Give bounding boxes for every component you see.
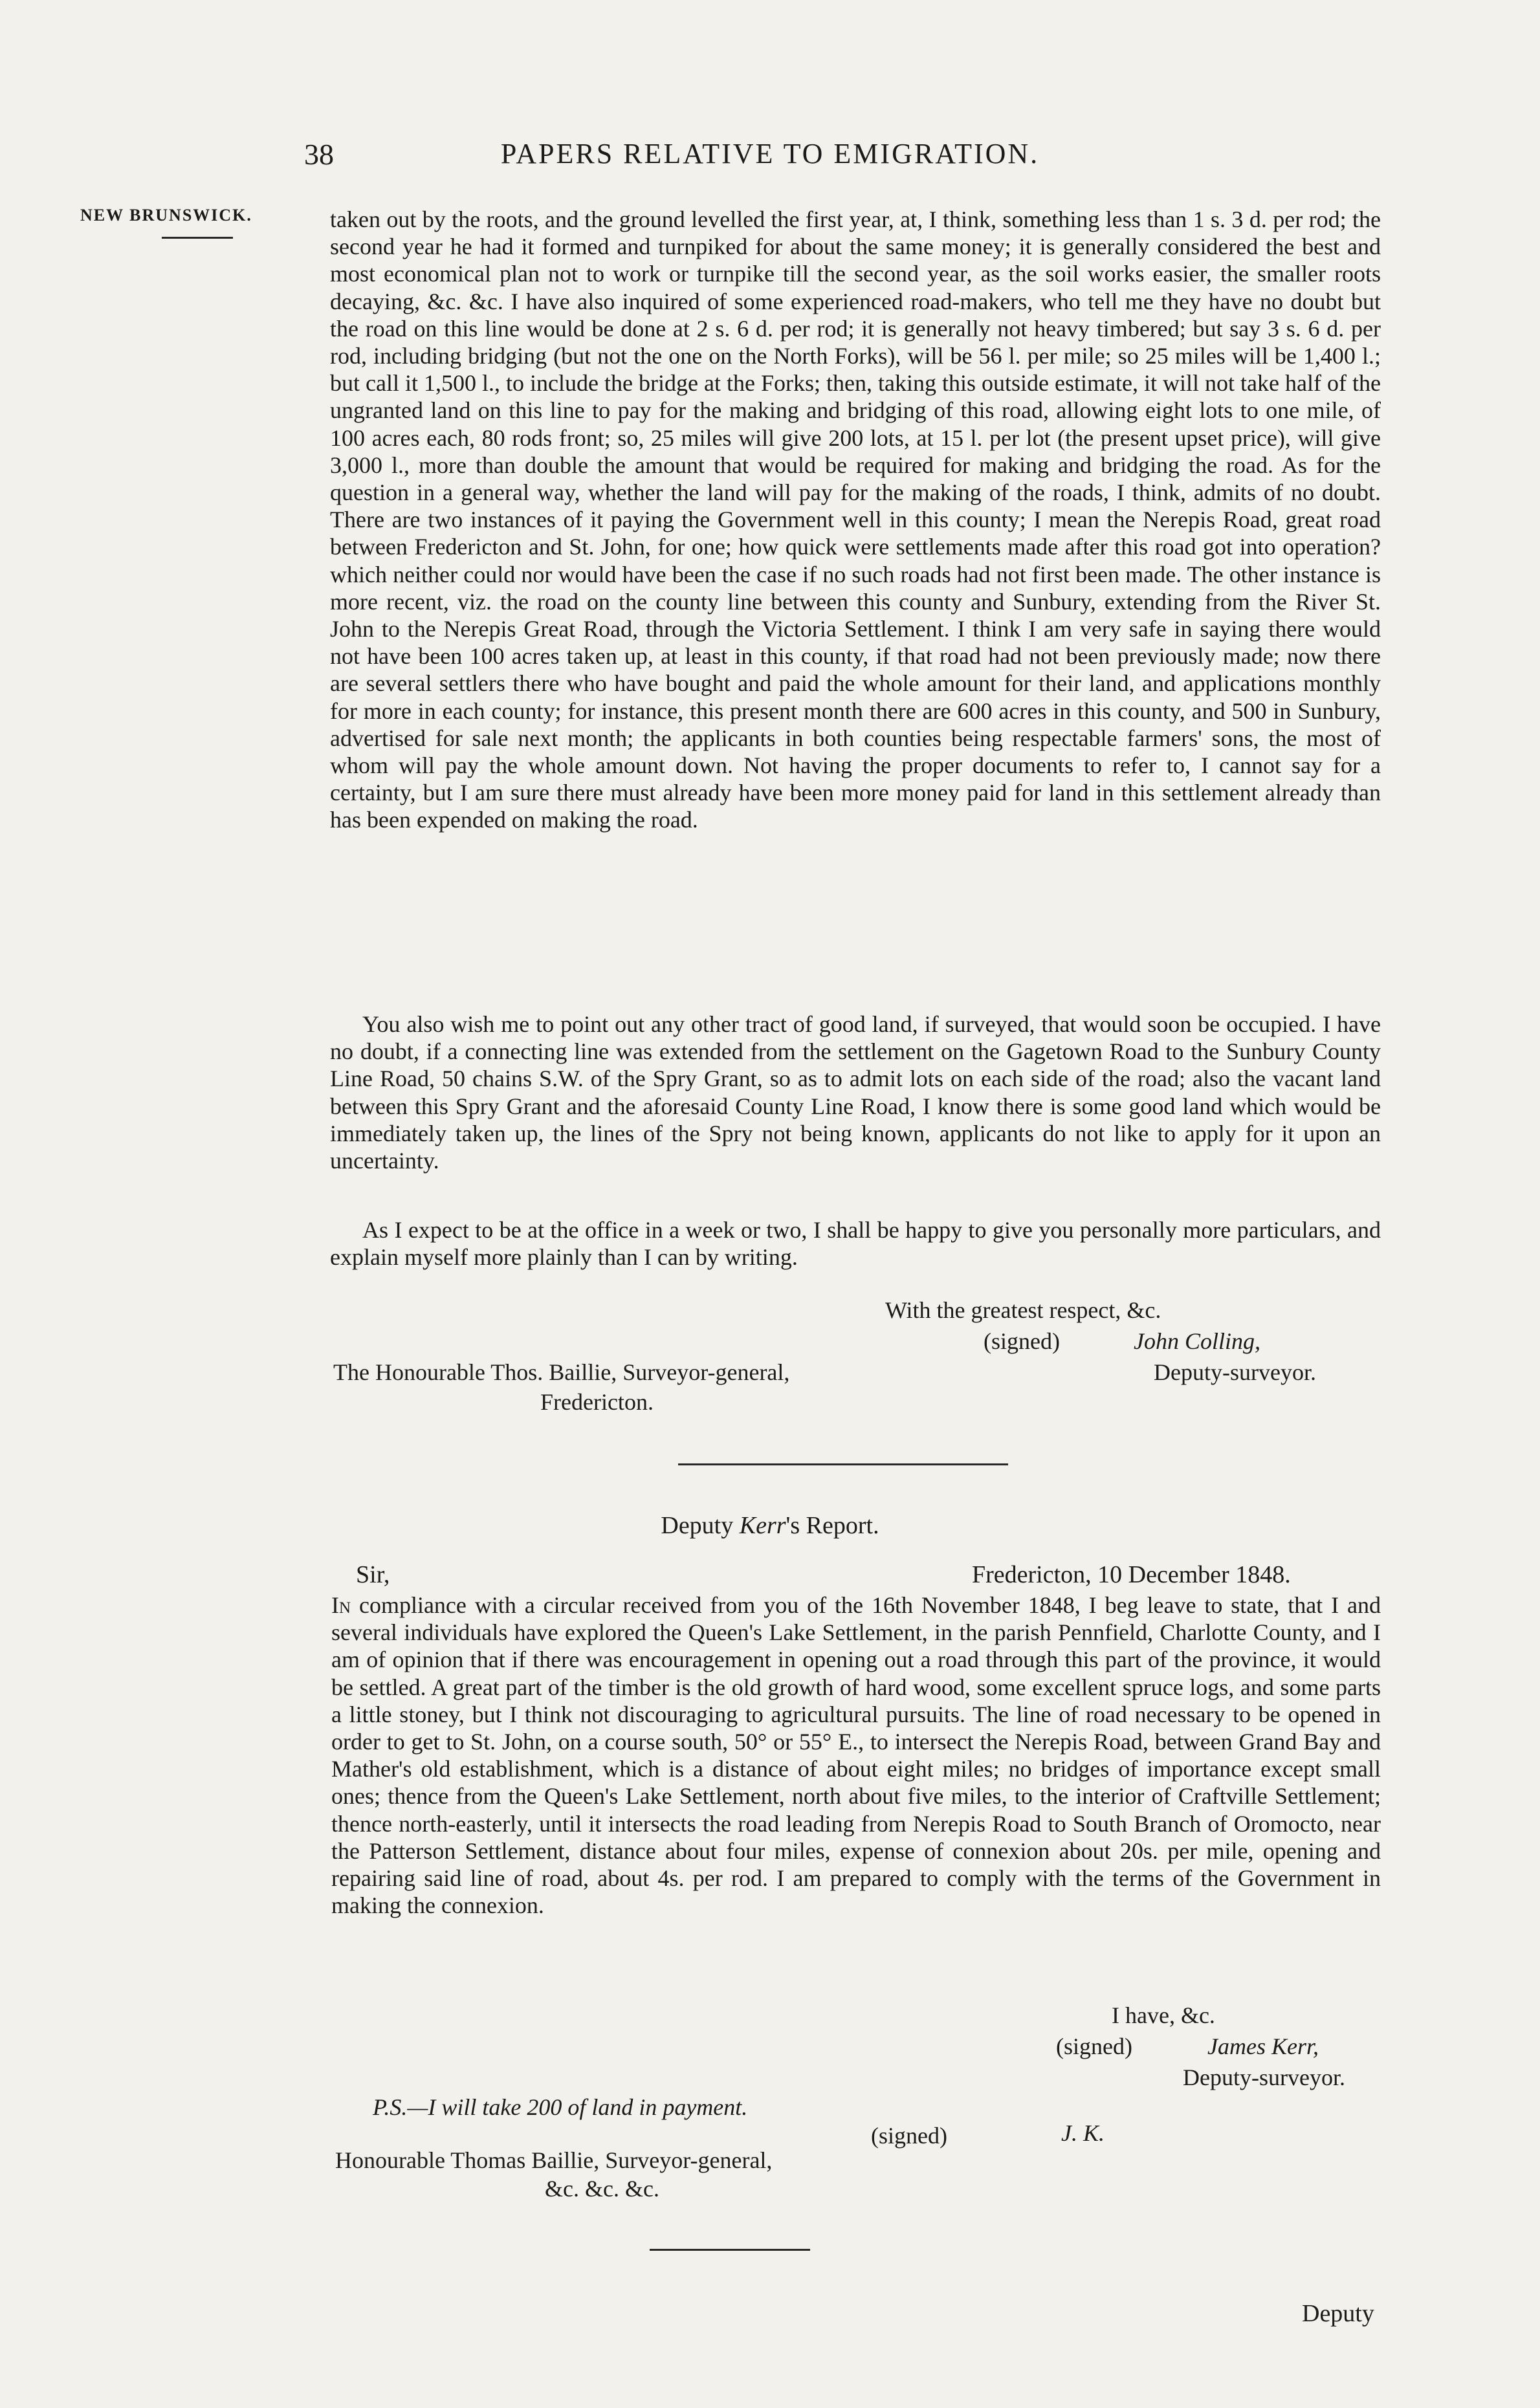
letter-paragraph-3: As I expect to be at the office in a week or two, I shall be happy to give you personally more particulars, and explain myself more plainly than I can by writing. (330, 1217, 1381, 1271)
margin-province-label: NEW BRUNSWICK. (80, 206, 252, 224)
report-postscript: P.S.—I will take 200 of land in payment. (373, 2094, 748, 2120)
report-salutation: Sir, (356, 1561, 390, 1588)
letter-signer-title: Deputy-surveyor. (1154, 1359, 1316, 1385)
report-closing: I have, &c. (1112, 2002, 1215, 2028)
report-title-name: Kerr (739, 1512, 786, 1539)
report-signer-name: James Kerr, (1207, 2033, 1319, 2059)
report-title (0, 1511, 1540, 1540)
report-ps-initials: J. K. (1061, 2120, 1105, 2146)
report-addressee-line2: &c. &c. &c. (545, 2176, 659, 2202)
margin-rule (162, 237, 233, 239)
page-number: 38 (304, 138, 334, 171)
page-header (0, 137, 1540, 176)
report-signed-mark: (signed) (1056, 2033, 1132, 2059)
section-divider (678, 1463, 1008, 1465)
report-title-suffix: 's Report. (786, 1512, 879, 1539)
report-body-text: compliance with a circular received from you of the 16th November 1848, I beg leave to state, that I and several individuals have explored the Queen's Lake Settlement, in the parish Pennfield, Charlotte County, and I am of opinion that if there was encouragement in opening out a road through this part of the province, it would be settled. A great part of the timber is the old growth of hard wood, some excellent spruce logs, and some parts a little stoney, but I think not discouraging to agricultural pursuits. The line of road necessary to be opened in order to get to St. John, on a course south, 50° or 55° E., to intersect the Nerepis Road, between Grand Bay and Mather's old establishment, which is a distance of about eight miles; no bridges of importance except small ones; thence from the Queen's Lake Settlement, north about five miles, to the interior of Craftville Settlement; thence north-easterly, until it intersects the road leading from Nerepis Road to South Branch of Oromocto, near the Patterson Settlement, distance about four miles, expense of connexion about 20s. per mile, opening and repairing said line of road, about 4s. per rod. I am prepared to comply with the terms of the Government in making the connexion. (331, 1592, 1381, 1919)
report-ps-signed-mark: (signed) (871, 2123, 947, 2149)
letter-addressee-line2: Fredericton. (540, 1389, 654, 1415)
report-addressee-line1: Honourable Thomas Baillie, Surveyor-general, (335, 2147, 773, 2173)
letter-signed-mark: (signed) (984, 1328, 1060, 1354)
closing-divider (650, 2249, 810, 2251)
report-signer-title: Deputy-surveyor. (1183, 2064, 1345, 2090)
report-title-prefix: Deputy (661, 1512, 740, 1539)
letter-addressee-line1: The Honourable Thos. Baillie, Surveyor-general, (333, 1359, 790, 1385)
letter-signer-name: John Colling, (1134, 1328, 1260, 1354)
report-dateline: Fredericton, 10 December 1848. (972, 1561, 1291, 1588)
running-title: PAPERS RELATIVE TO EMIGRATION. (500, 138, 1040, 170)
letter-closing: With the greatest respect, &c. (885, 1297, 1161, 1323)
letter-paragraph-2: You also wish me to point out any other tract of good land, if surveyed, that would soon be occupied. I have no doubt, if a connecting line was extended from the settlement on the Gagetown Road to the Sunbury County Line Road, 50 chains S.W. of the Spry Grant, so as to admit lots on each side of the road; also the vacant land between this Spry Grant and the aforesaid County Line Road, I know there is some good land which would be immediately taken up, the lines of the Spry not being known, applicants do not like to apply for it upon an uncertainty. (330, 1011, 1381, 1174)
catchword: Deputy (1302, 2300, 1374, 2327)
report-body (331, 1592, 1381, 1919)
letter-paragraph-1: taken out by the roots, and the ground levelled the first year, at, I think, something less than 1 s. 3 d. per rod; the second year he had it formed and turnpiked for about the same money; it is generally considered the best and most economical plan not to work or turnpike till the second year, as the soil works easier, the smaller roots decaying, &c. &c. I have also inquired of some experienced road-makers, who tell me they have no doubt but the road on this line would be done at 2 s. 6 d. per rod; it is generally not heavy timbered; but say 3 s. 6 d. per rod, including bridging (but not the one on the North Forks), will be 56 l. per mile; so 25 miles will be 1,400 l.; but call it 1,500 l., to include the bridge at the Forks; then, taking this outside estimate, it will not take half of the ungranted land on this line to pay for the making and bridging of this road, allowing eight lots to one mile, of 100 acres each, 80 rods front; so, 25 miles will give 200 lots, at 15 l. per lot (the present upset price), will give 3,000 l., more than double the amount that would be required for making and bridging the road. As for the question in a general way, whether the land will pay for the making of the roads, I think, admits of no doubt. There are two instances of it paying the Government well in this county; I mean the Nerepis Road, great road between Fredericton and St. John, for one; how quick were settlements made after this road got into operation? which neither could nor would have been the case if no such roads had not first been made. The other instance is more recent, viz. the road on the county line between this county and Sunbury, extending from the River St. John to the Nerepis Great Road, through the Victoria Settlement. I think I am very safe in saying there would not have been 100 acres taken up, at least in this county, if that road had not been previously made; now there are several settlers there who have bought and paid the whole amount for their land, and applications monthly for more in each county; for instance, this present month there are 600 acres in this county, and 500 in Sunbury, advertised for sale next month; the applicants in both counties being respectable farmers' sons, the most of whom will pay the whole amount down. Not having the proper documents to refer to, I cannot say for a certainty, but I am sure there must already have been more money paid for land in this settlement already than has been expended on making the road. (330, 206, 1381, 833)
report-opening-caps: In (331, 1592, 351, 1618)
